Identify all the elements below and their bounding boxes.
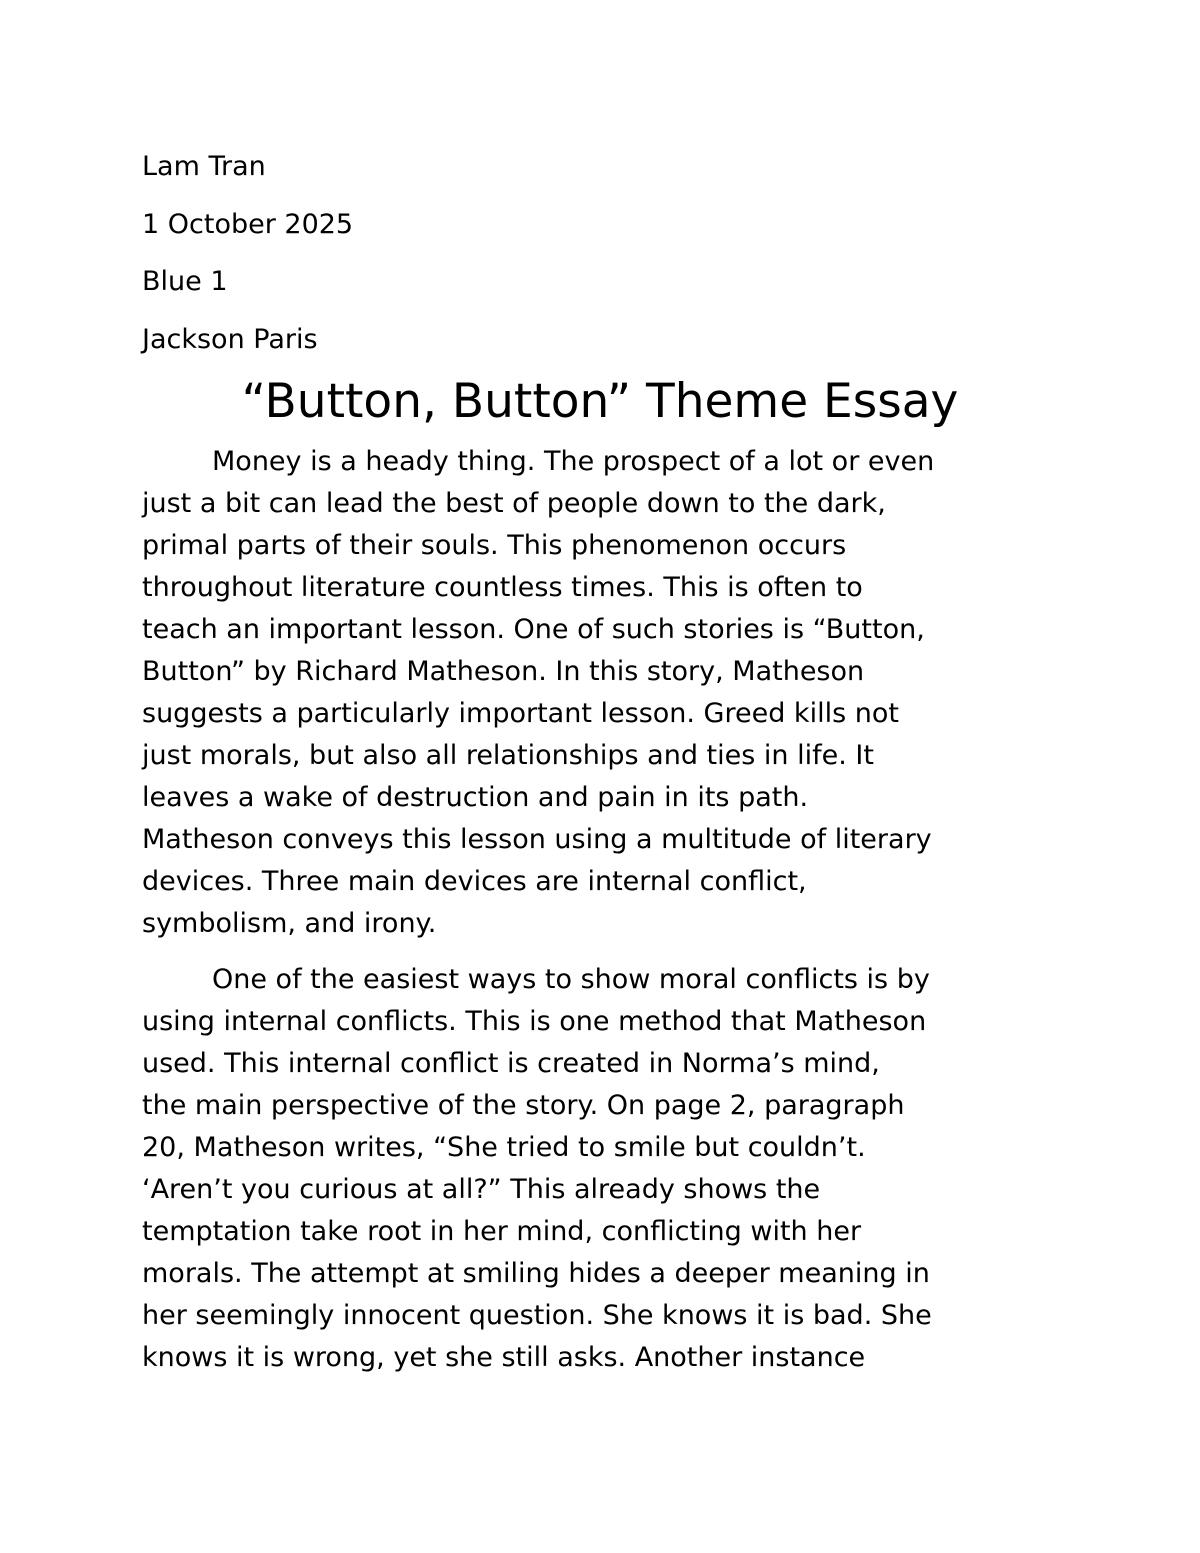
text-line: Money is a heady thing. The prospect of a lot or even <box>212 446 935 477</box>
essay-title: “Button, Button” Theme Essay <box>241 374 959 429</box>
text-line: the main perspective of the story. On page 2, paragraph <box>142 1090 905 1121</box>
class-period: Blue 1 <box>142 266 228 297</box>
text-line: her seemingly innocent question. She knows it is bad. She <box>142 1300 932 1331</box>
essay-date: 1 October 2025 <box>142 208 354 240</box>
text-line: using internal conflicts. This is one method that Matheson <box>142 1006 927 1037</box>
text-line: symbolism, and irony. <box>142 908 437 939</box>
text-line: devices. Three main devices are internal conflict, <box>142 866 807 897</box>
text-line: morals. The attempt at smiling hides a deeper meaning in <box>142 1258 930 1289</box>
teacher-name: Jackson Paris <box>142 323 318 355</box>
text-line: 20, Matheson writes, “She tried to smile but couldn’t. <box>142 1132 866 1163</box>
text-line: One of the easiest ways to show moral conflicts is by <box>212 964 930 995</box>
author-name: Lam Tran <box>142 151 266 182</box>
text-line: used. This internal conflict is created in Norma’s mind, <box>142 1048 880 1079</box>
text-line: Matheson conveys this lesson using a multitude of literary <box>142 824 932 855</box>
essay-header <box>142 138 1062 368</box>
paragraph-2 <box>142 959 1062 1379</box>
text-line: just a bit can lead the best of people down to the dark, <box>142 488 886 519</box>
text-line: Button” by Richard Matheson. In this story, Matheson <box>142 656 865 687</box>
text-line: leaves a wake of destruction and pain in its path. <box>142 782 809 813</box>
essay-body <box>142 441 1062 1393</box>
text-line: knows it is wrong, yet she still asks. Another instance <box>142 1342 866 1373</box>
paragraph-1 <box>142 441 1062 945</box>
text-line: suggests a particularly important lesson. Greed kills not <box>142 698 899 729</box>
text-line: primal parts of their souls. This phenomenon occurs <box>142 530 847 561</box>
text-line: ‘Aren’t you curious at all?” This already shows the <box>142 1174 821 1205</box>
text-line: teach an important lesson. One of such stories is “Button, <box>142 614 925 645</box>
text-line: throughout literature countless times. This is often to <box>142 572 863 603</box>
text-line: temptation take root in her mind, conflicting with her <box>142 1216 862 1247</box>
text-line: just morals, but also all relationships and ties in life. It <box>142 740 874 771</box>
